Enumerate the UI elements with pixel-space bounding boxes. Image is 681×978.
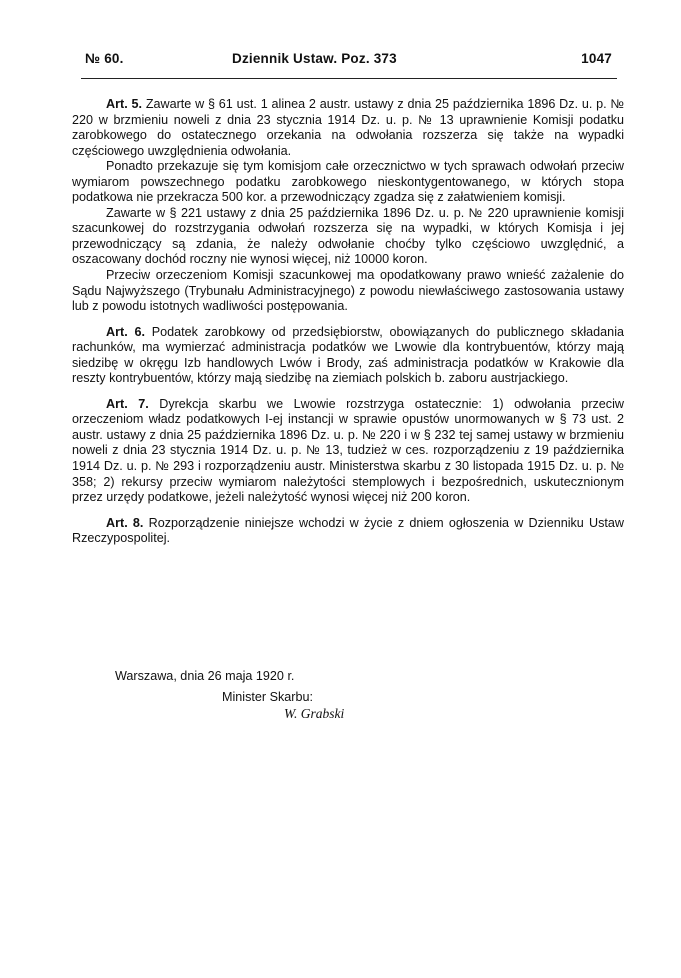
signer-title: Minister Skarbu: (222, 690, 313, 704)
header-divider (81, 78, 617, 79)
page-number: 1047 (581, 51, 612, 66)
article-5-paragraph-3: Zawarte w § 221 ustawy z dnia 25 października 1896 Dz. u. p. № 220 uprawnienie komisji szacunkowej do rozstrzygania odwołań rozszerza się na wypadki, w których Komisja i jej przewodniczący są zdania, że należy odwołanie choćby tylko częściowo uwzględnić, a oszacowany dochód roczny nie wynosi więcej, niż 10000 koron. (72, 205, 624, 267)
article-7-label: Art. 7. (106, 396, 149, 411)
article-5-paragraph-1 (72, 97, 624, 159)
article-6-text: Podatek zarobkowy od przedsiębiorstw, obowiązanych do publicznego składania rachunków, ma wymierzać administracja podatków we Lwowie dla kontrybuentów, którzy mają siedzibę w okręgu Izb handlowych Lwów i Brody, zaś administracja podatków w Krakowie dla reszty kontrybuentów, którzy mają siedzibę na ziemiach polskich b. zaboru austrjackiego. (72, 324, 624, 386)
document-body (72, 97, 624, 547)
article-5-label: Art. 5. (106, 97, 142, 111)
article-5-paragraph-2: Ponadto przekazuje się tym komisjom całe orzecznictwo w tych sprawach odwołań przeciw wymiarom powszechnego podatku zarobkowego nieskontygentowanego, w których stopa podatkowa nie przekracza 500 kor. a przewodniczący zgadza się z załatwieniem komisji. (72, 159, 624, 205)
article-6-label: Art. 6. (106, 324, 145, 339)
article-8-label: Art. 8. (106, 515, 144, 530)
issue-number: № 60. (85, 51, 124, 66)
article-6-paragraph (72, 325, 624, 387)
journal-title: Dziennik Ustaw. Poz. 373 (232, 51, 397, 66)
page-header (85, 51, 612, 71)
article-8-text: Rozporządzenie niniejsze wchodzi w życie z dniem ogłoszenia w Dzienniku Ustaw Rzeczypospolitej. (72, 515, 624, 546)
signature: W. Grabski (284, 706, 345, 721)
article-8-paragraph (72, 516, 624, 547)
article-5-text-1: Zawarte w § 61 ust. 1 alinea 2 austr. ustawy z dnia 25 października 1896 Dz. u. p. № 220 w brzmieniu noweli z dnia 23 stycznia 1914 Dz. u. p. № 13 uprawnienie Komisji podatku zarobkowego do ostatecznego orzekania na odwołania rozszerza się także na wypadki częściowego uwzględnienia odwołania. (72, 97, 624, 158)
article-5-paragraph-4: Przeciw orzeczeniom Komisji szacunkowej ma opodatkowany prawo wnieść zażalenie do Sądu Najwyższego (Trybunału Administracyjnego) z powodu niewłaściwego zastosowania ustawy lub z powodu istotnych wadliwości postępowania. (72, 268, 624, 314)
article-7-text: Dyrekcja skarbu we Lwowie rozstrzyga ostatecznie: 1) odwołania przeciw orzeczeniom władz podatkowych I-ej instancji w sprawie opustów unormowanych w § 73 ust. 2 austr. ustawy z dnia 25 października 1896 Dz. u. p. № 220 i w § 232 tej samej ustawy w brzmieniu noweli z dnia 23 stycznia 1914 Dz. u. p. № 13, tudzież w ces. rozporządzeniu z 19 października 1914 Dz. u. p. № 293 i rozporządzeniu austr. Ministerstwa skarbu z 30 listopada 1915 Dz. u. p. № 358; 2) rekursy przeciw wymiarom należytości stemplowych i bezpośrednich, uskutecznionym przez urzędy podatkowe, jeżeli należytość wynosi więcej niż 200 koron. (72, 396, 624, 505)
place-and-date: Warszawa, dnia 26 maja 1920 r. (115, 669, 295, 683)
article-7-paragraph (72, 397, 624, 506)
